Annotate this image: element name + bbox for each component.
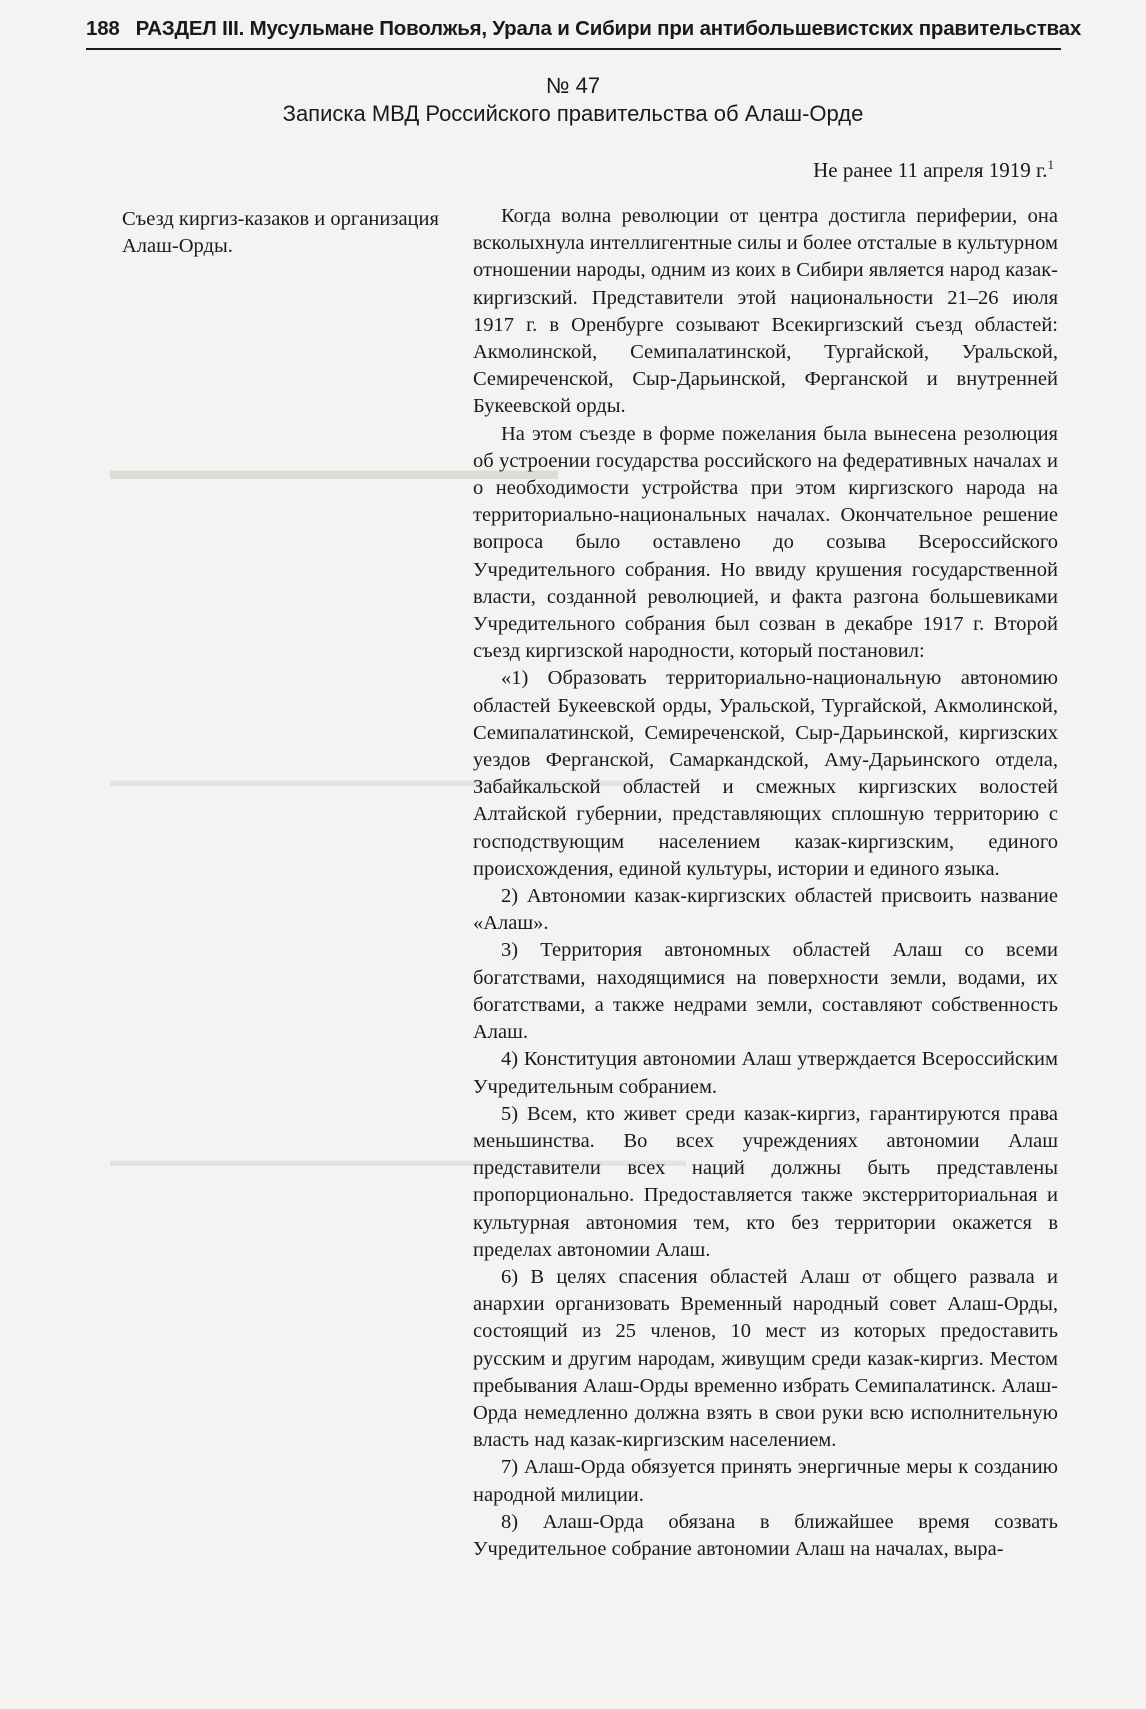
document-title: Записка МВД Российского правительства об Алаш-Орде [282, 101, 864, 126]
running-header [86, 14, 1082, 50]
section-title: РАЗДЕЛ III. Мусульмане Поволжья, Урала и Сибири при антибольшевистских правительствах [135, 17, 1082, 40]
document-body [473, 203, 1058, 1563]
document-date-text: Не ранее 11 апреля 1919 г. [813, 158, 1048, 182]
bleed-through-texture: ▬▬▬▬▬▬▬▬▬▬▬▬▬▬▬▬▬▬▬▬▬▬▬▬▬▬▬▬▬▬▬▬ [110, 770, 686, 790]
paragraph: На этом съезде в форме пожелания была вынесена резолюция об устроении государства российского на федеративных началах и о необходимости устройства при этом киргизского народа на территориально-национальных началах. Окончательное решение вопроса было оставлено до созыва Всероссийского Учредительного собрания. Но ввиду крушения государственной власти, созданной революцией, и факта разгона большевиками Учредительного собрания был созван в декабре 1917 г. Второй съезд киргизской народности, который постановил: [473, 422, 1058, 663]
paragraph: 6) В целях спасения областей Алаш от общего развала и анархии организовать Временный народный совет Алаш-Орды, состоящий из 25 членов, 10 мест из которых предоставить русским и другим народам, живущим среди казак-киргиз. Местом пребывания Алаш-Орды временно избрать Семипалатинск. Алаш-Орда немедленно должна взять в свои руки всю исполнительную власть над казак-киргизским населением. [473, 1265, 1058, 1452]
paragraph: 4) Конституция автономии Алаш утверждается Всероссийским Учредительным собранием. [473, 1048, 1058, 1098]
paragraph: 8) Алаш-Орда обязана в ближайшее время созвать Учредительное собрание автономии Алаш на началах, выра- [473, 1510, 1058, 1560]
page-number: 188 [86, 17, 120, 40]
document-date [813, 156, 1054, 184]
paragraph: Когда волна революции от центра достигла периферии, она всколыхнула интеллигентные силы и более отсталые в культурном отношении народы, одним из коих в Сибири является народ казак-киргизский. Представители этой национальности 21–26 июля 1917 г. в Оренбурге созывают Всекиргизский съезд областей: Акмолинской, Семипалатинской, Тургайской, Уральской, Семиреченской, Сыр-Дарьинской, Ферганской и внутренней Букеевской орды. [473, 205, 1058, 418]
paragraph: 5) Всем, кто живет среди казак-киргиз, гарантируются права меньшинства. Во всех учреждениях автономии Алаш представители всех наций должны быть представлены пропорционально. Предоставляется также экстерриториальная и культурная автономия тем, кто без территории окажется в пределах автономии Алаш. [473, 1102, 1058, 1261]
bleed-through-texture: ▬▬▬▬▬▬▬▬▬▬▬▬▬▬▬▬▬▬▬▬▬▬▬▬▬▬▬▬▬▬▬▬ [110, 1150, 686, 1170]
document-number: № 47 [545, 73, 601, 98]
paragraph: 2) Автономии казак-киргизских областей присвоить название «Алаш». [473, 885, 1058, 935]
paragraph: 7) Алаш-Орда обязуется принять энергичные меры к созданию народной милиции. [473, 1456, 1058, 1506]
margin-note: Съезд киргиз-казаков и организация Алаш-Орды. [122, 208, 439, 257]
paragraph: 3) Территория автономных областей Алаш со всеми богатствами, находящимися на поверхности земли, водами, их богатствами, а также недрами земли, составляют собственность Алаш. [473, 939, 1058, 1044]
footnote-mark: 1 [1047, 157, 1054, 172]
paragraph: «1) Образовать территориально-национальную автономию областей Букеевской орды, Уральской, Тургайской, Акмолинской, Семипалатинской, Семиреченской, Сыр-Дарьинской, киргизских уездов Ферганской, Самаркандской, Аму-Дарьинского отдела, Забайкальской областей и смежных киргизских волостей Алтайской губернии, представляющих сплошную территорию с господствующим населением казак-киргизским, единого происхождения, единой культуры, истории и единого языка. [473, 667, 1058, 880]
bleed-through-texture: ▬▬▬▬▬▬▬▬▬▬▬▬▬▬▬▬ [110, 455, 558, 486]
